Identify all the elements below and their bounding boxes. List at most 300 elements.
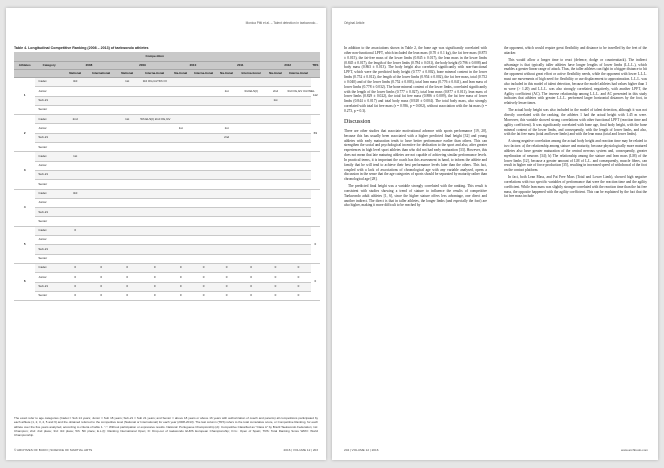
result-cell [265, 217, 286, 226]
result-cell [216, 198, 237, 207]
result-cell [170, 254, 191, 263]
result-cell [139, 161, 170, 170]
result-cell [87, 105, 115, 114]
result-cell [191, 115, 215, 124]
paragraph: In fact, both Lean Mass, and Fat Free Mass (Total and Lower Limb), showed high negative correlations with two specific variables of performance that were the reaction time and the agility coefficient. While lean mass was slightly stronger correlated with the reaction time than the fat free mass, the opposite happened with the agility coefficient. This can be explained by the fact that the fat free mass include [504, 175, 647, 199]
result-cell [139, 87, 170, 96]
category-cell: Junior [35, 198, 63, 207]
result-cell: 1st [265, 96, 286, 105]
result-cell [63, 124, 87, 133]
result-cell [87, 78, 115, 87]
result-cell [286, 170, 310, 179]
result-cell [237, 226, 265, 235]
result-cell: 0 [265, 273, 286, 282]
header-year-2012: 2012 [265, 62, 311, 70]
result-cell [216, 180, 237, 189]
result-cell [216, 217, 237, 226]
result-cell [191, 161, 215, 170]
right-page [332, 8, 658, 460]
category-cell: Senior [35, 217, 63, 226]
result-cell [139, 189, 170, 198]
paragraph: This would allow a longer time to react (defence, dodge or counterattack). The indirect advantage is that typically taller athletes have longer lengths of lower limbs (L.L.L.), which enables a greater linear range of attack. Thus, the taller athletes can fight in a bigger distance to hit the opponent without great effort or active flexibility needs, while the opponent with lower L.L.L. must use movements of high need for flexibility or use displacement to approximation. L.L.L. was also included in this model of talent detection, because the model athletes had values higher than 1 m were (> 1.20) and L.L.L. was also strongly correlated, negatively, with another LPFT, the Agility coefficient (AC). The inverse relationship among L.L.L. and AC presented in this study indicates that athletes with greater L.L.L. performed larger horizontal distances by the foot, in relatively lesser times. [504, 57, 647, 106]
result-cell [265, 152, 286, 161]
result-cell [265, 105, 286, 114]
result-cell [115, 87, 139, 96]
result-cell [63, 208, 87, 217]
header-level: Na-tional [170, 70, 191, 78]
result-cell: 0 [139, 291, 170, 300]
result-cell [237, 245, 265, 254]
category-cell: Sub-21 [35, 133, 63, 142]
trs-cell [311, 152, 320, 189]
header-cell [35, 70, 63, 78]
result-cell [265, 245, 286, 254]
result-cell [286, 78, 310, 87]
result-cell: 0 [139, 263, 170, 272]
result-cell [265, 133, 286, 142]
result-cell [63, 161, 87, 170]
category-cell: Junior [35, 161, 63, 170]
category-cell: Sub-21 [35, 96, 63, 105]
table-header-years [14, 62, 320, 70]
result-cell: 0 [63, 282, 87, 291]
result-cell [286, 245, 310, 254]
result-cell [265, 189, 286, 198]
result-cell [115, 105, 139, 114]
trs-cell: 112 [311, 78, 320, 115]
result-cell: 0 [63, 273, 87, 282]
header-level: Interna-tional [139, 70, 170, 78]
result-cell [87, 245, 115, 254]
result-cell: 0 [216, 282, 237, 291]
table-title: Table 4. Longitudinal Competitive Ranking (2008 – 2013) of taekwondo athletes [14, 46, 149, 50]
table-row [14, 96, 320, 105]
result-cell: 0 [286, 273, 310, 282]
result-cell: 1st [216, 124, 237, 133]
header-level: International [87, 70, 115, 78]
result-cell [87, 115, 115, 124]
result-cell: 0 [87, 291, 115, 300]
result-cell [237, 208, 265, 217]
result-cell [139, 105, 170, 114]
result-cell [216, 152, 237, 161]
result-cell [265, 236, 286, 245]
result-cell [115, 254, 139, 263]
header-year-2008: 2008 [63, 62, 115, 70]
result-cell [170, 208, 191, 217]
result-cell [115, 143, 139, 152]
result-cell [216, 78, 237, 87]
trs-cell [311, 189, 320, 226]
result-cell [139, 124, 170, 133]
result-cell [216, 115, 237, 124]
result-cell: 2nd [265, 87, 286, 96]
header-level: Interna-tional [286, 70, 310, 78]
result-cell [139, 96, 170, 105]
header-cell [311, 52, 320, 62]
table-row [14, 78, 320, 87]
left-page [6, 8, 326, 460]
result-cell [170, 78, 191, 87]
trs-cell: 0 [311, 263, 320, 300]
table-row [14, 87, 320, 96]
result-cell: 1st [115, 78, 139, 87]
footer-page-number: 2016 | VOLUME 12 | 203 [283, 448, 318, 452]
result-cell [115, 226, 139, 235]
result-cell [191, 236, 215, 245]
category-cell: Cadet [35, 226, 63, 235]
result-cell [265, 143, 286, 152]
result-cell [63, 254, 87, 263]
result-cell [237, 96, 265, 105]
result-cell [115, 189, 139, 198]
category-cell: Senior [35, 105, 63, 114]
result-cell: 1st [216, 87, 237, 96]
result-cell [115, 236, 139, 245]
table-note: The exact refer to age categories (Cadet = Sub 14 years; Junior = Sub 18 years; Sub-21 = Sub 21 years; and Senior = above 18 years or above 16 years with authorization of coach and parents) all competitions participated by each athlete (1, 2, 3, 4, 5 and 6) and the obtained referred to the competitive level (National or International) for each year (2008-2013). The last column (TRS) refers to the total cumulative score, or Competitive Ranking, for each athlete over the five years analyzed, according to criteria of table 1. "-": Without participation or expressive results. National: Portuguese Championship (A): Competitive Classified as "Class A" by Brazil Taekwondo Federation; 1st: Champion; 2nd: 2nd place; 3rd: 3rd place; 5th: 5th place; E.L.(I): Ranking International Open; D: Drop-out of taekwondo EURS European Championship; O.G.: Open of Spain; TRS: Total Ranking Score WRO: World Championship. [14, 416, 318, 438]
table-row [14, 217, 320, 226]
result-cell [286, 96, 310, 105]
header-cell [115, 52, 139, 62]
result-cell [170, 161, 191, 170]
footer-website: www.archbudo.com [621, 448, 648, 452]
header-year-2009: 2009 [115, 62, 170, 70]
table-row [14, 152, 320, 161]
category-cell: Cadet [35, 263, 63, 272]
table-row [14, 282, 320, 291]
header-competition: Compe-tition [139, 52, 170, 62]
result-cell [170, 96, 191, 105]
header-cell [265, 52, 286, 62]
header-level: National [63, 70, 87, 78]
result-cell [170, 217, 191, 226]
result-cell: 0 [170, 291, 191, 300]
result-cell [237, 198, 265, 207]
ranking-table-body [14, 78, 320, 301]
table-row [14, 263, 320, 272]
result-cell [191, 133, 215, 142]
category-cell: Junior [35, 273, 63, 282]
table-row [14, 189, 320, 198]
result-cell [87, 143, 115, 152]
result-cell [170, 236, 191, 245]
table-row [14, 161, 320, 170]
result-cell [265, 208, 286, 217]
result-cell: 0 [115, 263, 139, 272]
result-cell [170, 180, 191, 189]
result-cell [115, 198, 139, 207]
result-cell [191, 198, 215, 207]
result-cell: 0 [265, 291, 286, 300]
category-cell: Cadet [35, 115, 63, 124]
result-cell [139, 143, 170, 152]
result-cell [286, 208, 310, 217]
result-cell [87, 208, 115, 217]
result-cell: 0 [63, 263, 87, 272]
category-cell: Senior [35, 254, 63, 263]
result-cell [139, 245, 170, 254]
result-cell [170, 133, 191, 142]
result-cell [237, 133, 265, 142]
text-column-right [504, 46, 647, 201]
paragraph: A strong negative correlation among the actual body height and reaction time may be related to two factors: a) the relationship among stature and maturity, because physiologically more matured athletes also have greater maturation of the central nervous system and, consequently, greater myelination of neurons [34]; b) The relationship among the stature and lean mass (LM) of the lower limbs [12], because a greater amount of LM of L.L. and consequently, muscle fibers, can result in higher rate of force production [35], resulting in increased speed of withdrawal of the foot on the contact platform. [504, 139, 647, 173]
result-cell [237, 236, 265, 245]
section-heading: Discussion [344, 118, 371, 125]
result-cell: 1st [63, 152, 87, 161]
result-cell [63, 198, 87, 207]
result-cell [170, 105, 191, 114]
result-cell: 0 [237, 291, 265, 300]
category-cell: Cadet [35, 189, 63, 198]
result-cell: 0 [63, 226, 87, 235]
result-cell [115, 180, 139, 189]
table-row [14, 105, 320, 114]
result-cell [63, 143, 87, 152]
result-cell [237, 152, 265, 161]
table-row [14, 236, 320, 245]
result-cell [237, 78, 265, 87]
result-cell [216, 226, 237, 235]
result-cell [286, 143, 310, 152]
result-cell [170, 226, 191, 235]
header-level: National [115, 70, 139, 78]
result-cell [237, 124, 265, 133]
result-cell [191, 217, 215, 226]
result-cell [286, 236, 310, 245]
result-cell [286, 226, 310, 235]
category-cell: Cadet [35, 152, 63, 161]
category-cell: Senior [35, 180, 63, 189]
header-cell [63, 52, 87, 62]
result-cell [286, 217, 310, 226]
result-cell: 0 [286, 282, 310, 291]
result-cell: 0 [87, 263, 115, 272]
result-cell [87, 236, 115, 245]
header-year-2010: 2010 [170, 62, 216, 70]
athlete-id: 6 [14, 263, 35, 300]
table-row [14, 291, 320, 300]
result-cell [286, 180, 310, 189]
footer-page-number: 204 | VOLUME 12 | 2016 [344, 448, 379, 452]
result-cell: 3rd ELS(I) [237, 87, 265, 96]
result-cell: 0 [139, 273, 170, 282]
table-row [14, 170, 320, 179]
result-cell: 3rd OG,GV 3rd WEL [286, 87, 310, 96]
header-athletes: Athletes [14, 62, 35, 70]
result-cell [286, 161, 310, 170]
result-cell [139, 217, 170, 226]
category-cell: Senior [35, 143, 63, 152]
header-cell [170, 52, 191, 62]
table-row [14, 226, 320, 235]
text-column-left [344, 46, 487, 210]
result-cell [216, 161, 237, 170]
result-cell [87, 226, 115, 235]
result-cell [63, 245, 87, 254]
result-cell [237, 254, 265, 263]
result-cell [237, 115, 265, 124]
result-cell [265, 180, 286, 189]
category-cell: Junior [35, 87, 63, 96]
result-cell: 0 [191, 291, 215, 300]
table-row [14, 124, 320, 133]
result-cell [170, 245, 191, 254]
result-cell [265, 226, 286, 235]
result-cell [170, 170, 191, 179]
header-cell [87, 52, 115, 62]
result-cell: 3rd [63, 78, 87, 87]
category-cell: Senior [35, 291, 63, 300]
athlete-id: 2 [14, 115, 35, 152]
result-cell [170, 189, 191, 198]
category-cell: Sub-21 [35, 282, 63, 291]
result-cell [216, 105, 237, 114]
result-cell [216, 245, 237, 254]
header-category: Category [35, 62, 63, 70]
header-level: Na-tional [216, 70, 237, 78]
result-cell: 0 [237, 263, 265, 272]
result-cell [115, 208, 139, 217]
table-row [14, 198, 320, 207]
result-cell [139, 236, 170, 245]
result-cell [216, 170, 237, 179]
header-level: Interna-tional [237, 70, 265, 78]
result-cell: 2nd [63, 115, 87, 124]
athlete-id: 1 [14, 78, 35, 115]
result-cell [216, 208, 237, 217]
result-cell [170, 198, 191, 207]
table-row [14, 273, 320, 282]
result-cell [170, 143, 191, 152]
result-cell [87, 198, 115, 207]
result-cell [139, 226, 170, 235]
result-cell [286, 198, 310, 207]
category-cell: Junior [35, 124, 63, 133]
result-cell: 0 [115, 282, 139, 291]
result-cell [170, 115, 191, 124]
header-level: Na-tional [265, 70, 286, 78]
result-cell [87, 170, 115, 179]
category-cell: Junior [35, 236, 63, 245]
running-head: Monica Pitti et al. – Talent detection in taekwondo... [245, 21, 318, 25]
result-cell [216, 254, 237, 263]
result-cell: 0 [216, 263, 237, 272]
paragraph: In addition to the associations shown in Table 2, the bone age was significantly correlated with other non-functional LPFT, which included the lean mass (0.70 ± 0.1 kg), the fat free mass (0.875 ± 0.015), the fat-free mass of the lower limbs (0.845 ± 0.017), the lean mass in the lower limbs (0.845 ± 0.017), the length of the lower limbs (0.784 ± 0.031), the body height (0.796 ± 0.008) and body mass (0.863 ± 0.013). The body height also correlated significantly with non-functional LPFT, which were the predicted body height (0.777 ± 0.002), bone mineral content in the lower limbs (0.752 ± 0.012), the length of the lower limbs (0.954 ± 0.002), the fat free mass, total (0.752 ± 0.040) and of the lower limbs (0.752 ± 0.003), total lean mass (0.776 ± 0.041), and lean mass of lower limbs (0.778 ± 0.032). The bone mineral content of the lower limbs, correlated significantly with the length of the lower limbs (0.777 ± 0.027), total lean mass (0.877 ± 0.011), lean mass of lower limbs (0.829 ± 0.022), the total fat free mass (0.886 ± 0.009), the fat free mass of lower limbs (0.844 ± 0.017) and total body mass (0.928 ± 0.004). The total body mass, also strongly correlated with total fat free mass (r = 0.936, p = 0.002), without association with the fat mass (r = 0.273, p = 0.3). [344, 46, 487, 113]
result-cell: 1st [170, 124, 191, 133]
result-cell [191, 152, 215, 161]
athlete-id: 5 [14, 226, 35, 263]
result-cell [63, 170, 87, 179]
result-cell [115, 96, 139, 105]
header-cell [237, 52, 265, 62]
result-cell [216, 236, 237, 245]
result-cell [115, 245, 139, 254]
header-cell [216, 52, 237, 62]
result-cell: 3rd [63, 189, 87, 198]
result-cell: 0 [63, 291, 87, 300]
result-cell [286, 115, 310, 124]
result-cell [87, 254, 115, 263]
result-cell [237, 180, 265, 189]
result-cell [115, 133, 139, 142]
result-cell: 5th ELS(I) 2nd OG,GV [139, 115, 170, 124]
header-year-2011: 2011 [216, 62, 265, 70]
result-cell: 0 [265, 263, 286, 272]
result-cell [286, 124, 310, 133]
header-cell [14, 52, 35, 62]
result-cell [63, 180, 87, 189]
header-trs: TRS [311, 62, 320, 70]
result-cell: 0 [191, 282, 215, 291]
result-cell: 0 [286, 263, 310, 272]
paragraph: The actual body height was also included in the model of talent detection, although it was not directly correlated with the ranking, the athletes 1 had the actual height with 1.45 m were. Moreover, this variable showed strong correlations with other functional LPFT (reaction time and agility coefficient). It was significantly correlated with bone age, final body height, with the bone mineral content of the lower limbs, and consequently, with the length of lower limbs, and also, with the fat free mass (total and lower limbs) and with the lean mass (total and lower limbs). [504, 108, 647, 137]
result-cell: 0 [286, 291, 310, 300]
result-cell [191, 143, 215, 152]
result-cell [63, 96, 87, 105]
category-cell: Cadet [35, 78, 63, 87]
result-cell [87, 217, 115, 226]
table-row [14, 115, 320, 124]
result-cell [265, 124, 286, 133]
result-cell [237, 217, 265, 226]
table-row [14, 245, 320, 254]
result-cell [139, 170, 170, 179]
result-cell [216, 143, 237, 152]
result-cell [170, 87, 191, 96]
athlete-id: 3 [14, 152, 35, 189]
result-cell: 0 [115, 273, 139, 282]
result-cell: 0 [191, 263, 215, 272]
result-cell [265, 170, 286, 179]
result-cell: 0 [216, 291, 237, 300]
result-cell [216, 189, 237, 198]
header-cell [286, 52, 310, 62]
result-cell [237, 105, 265, 114]
result-cell: 0 [170, 263, 191, 272]
header-level: Interna-tional [191, 70, 215, 78]
result-cell [265, 198, 286, 207]
result-cell [115, 124, 139, 133]
result-cell [191, 96, 215, 105]
result-cell [115, 170, 139, 179]
result-cell [286, 105, 310, 114]
result-cell [87, 189, 115, 198]
table-row [14, 133, 320, 142]
header-cell [14, 70, 35, 78]
paragraph: the opponent, which would require great flexibility and distance to be travelled by the feet of the attacker. [504, 46, 647, 55]
category-cell: Sub-21 [35, 245, 63, 254]
result-cell: 0 [87, 282, 115, 291]
footer-journal: © ARCHIVES OF BUDO | SCIENCE OF MARTIAL ARTS [14, 448, 93, 452]
ranking-table [14, 52, 320, 301]
result-cell [216, 96, 237, 105]
header-cell [191, 52, 215, 62]
result-cell [87, 124, 115, 133]
trs-cell: 69 [311, 115, 320, 152]
paragraph: The predicted final height was a variable strongly correlated with the ranking. This result is consistent with studies showing a trend of stature to influence the results of competitive Taekwondo adult athletes [1, 6], since the higher stature offers less advantage, one direct and another indirect. The direct is that in taller athletes, the longer limbs (and especially the foot) are also higher, making it more difficult to be reached by [344, 184, 487, 208]
result-cell [191, 189, 215, 198]
result-cell: 0 [216, 273, 237, 282]
result-cell [191, 124, 215, 133]
result-cell: 0 [191, 273, 215, 282]
paragraph: There are other studies that associate motivational advance with sports performance [19, 20], because this has usually been associated with a higher predicted final height [32] and young athletes with early maturation tends to have better performance earlier than others. This can strengthen the social and psychological incentive for dedication to the sport and also, after greater experiences in high level sport athletes than who did not had early maturation [33]. However, this does not mean that late maturing athletes are not capable of achieving similar performance levels. In practical terms, it is important the coach has this assessment in hand, to inform the athlete and family that he will tend to achieve their best performance levels later than the others. This fact, coupled with a lack of associations of chronological age with any variable analysed, opens a discussion in the sense that the age categories of sports should be separated by maturity rather than chronological age [28]. [344, 128, 487, 182]
result-cell [191, 245, 215, 254]
header-cell [35, 52, 63, 62]
result-cell: 2nd [216, 133, 237, 142]
result-cell [139, 133, 170, 142]
result-cell [87, 152, 115, 161]
result-cell: 3rd OG,GV 5th OI [139, 78, 170, 87]
